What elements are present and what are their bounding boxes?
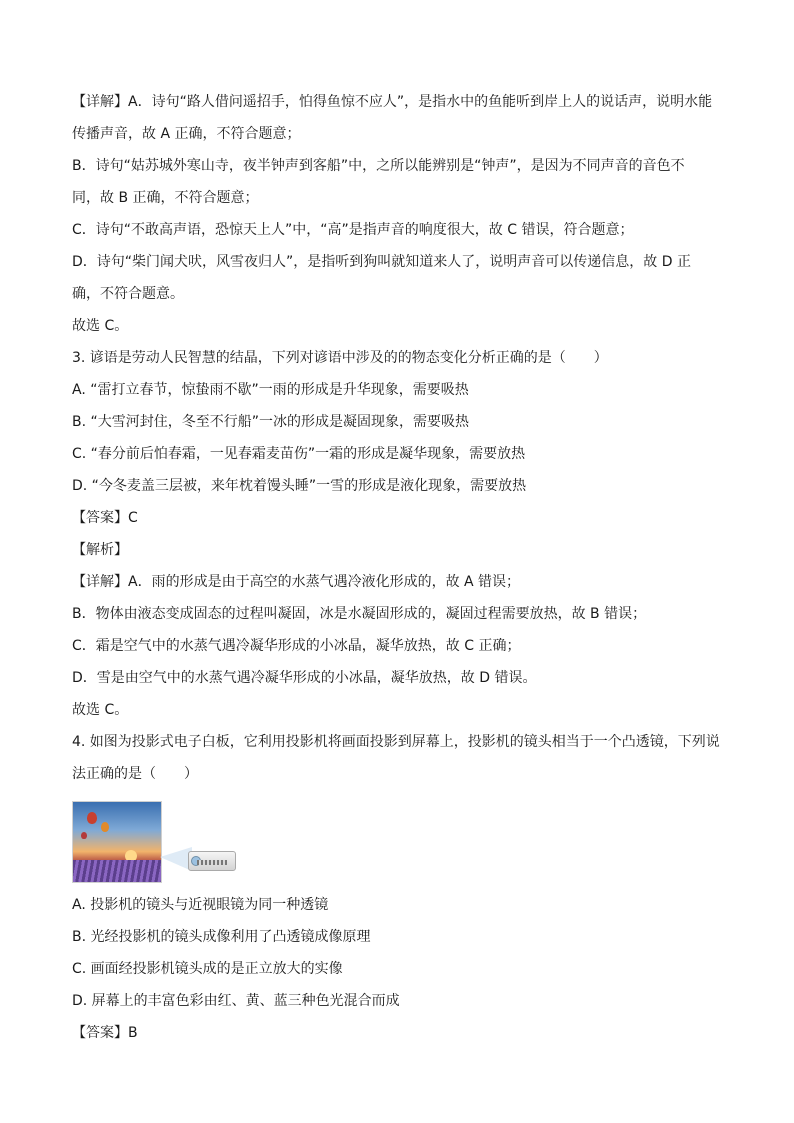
- question-4-option-d: D. 屏幕上的丰富色彩由红、黄、蓝三种色光混合而成: [72, 993, 400, 1009]
- question-3-option-a: A. “雷打立春节，惊蛰雨不歇”一雨的形成是升华现象，需要吸热: [72, 382, 469, 398]
- conclusion-line: 故选 C。: [72, 702, 129, 718]
- question-3-answer: 【答案】C: [72, 510, 138, 526]
- question-4-stem-cont: 法正确的是（ ）: [72, 766, 198, 782]
- text-line: 【详解】A．诗句“路人借问遥招手，怕得鱼惊不应人”，是指水中的鱼能听到岸上人的说话声，说明水能: [72, 94, 713, 110]
- question-3-option-c: C. “春分前后怕春霜，一见春霜麦苗伤”一霜的形成是凝华现象，需要放热: [72, 446, 526, 462]
- question-3-stem: 3. 谚语是劳动人民智慧的结晶，下列对谚语中涉及的的物态变化分析正确的是（ ）: [72, 350, 608, 366]
- text-line: B．物体由液态变成固态的过程叫凝固，冰是水凝固形成的，凝固过程需要放热，故 B 错误；: [72, 606, 647, 622]
- text-line: D．诗句“柴门闻犬吠，风雪夜归人”，是指听到狗叫就知道来人了，说明声音可以传递信息，故 D 正: [72, 254, 691, 270]
- text-line: 传播声音，故 A 正确，不符合题意；: [72, 126, 301, 142]
- text-line: 同，故 B 正确，不符合题意；: [72, 190, 259, 206]
- balloon-icon: [87, 812, 97, 824]
- projector-icon: [188, 851, 236, 871]
- lavender-field: [73, 860, 161, 882]
- lens-icon: [191, 856, 201, 866]
- text-line: D．雪是由空气中的水蒸气遇冷凝华形成的小冰晶，凝华放热，故 D 错误。: [72, 670, 537, 686]
- question-4-option-b: B. 光经投影机的镜头成像利用了凸透镜成像原理: [72, 929, 371, 945]
- question-4-option-a: A. 投影机的镜头与近视眼镜为同一种透镜: [72, 897, 329, 913]
- question-3-option-b: B. “大雪河封住，冬至不行船”一冰的形成是凝固现象，需要吸热: [72, 414, 470, 430]
- balloon-icon: [81, 832, 87, 839]
- text-line: C．霜是空气中的水蒸气遇冷凝华形成的小冰晶，凝华放热，故 C 正确；: [72, 638, 521, 654]
- conclusion-line: 故选 C。: [72, 318, 129, 334]
- text-line: 确，不符合题意。: [72, 286, 184, 302]
- text-line: 【详解】A．雨的形成是由于高空的水蒸气遇冷液化形成的，故 A 错误；: [72, 574, 521, 590]
- analysis-heading: 【解析】: [72, 542, 128, 558]
- balloon-icon: [101, 822, 109, 832]
- text-line: C．诗句“不敢高声语，恐惊天上人”中，“高”是指声音的响度很大，故 C 错误，符合题意；: [72, 222, 634, 238]
- text-line: B．诗句“姑苏城外寒山寺，夜半钟声到客船”中，之所以能辨别是“钟声”，是因为不同声音的音色不: [72, 158, 685, 174]
- question-4-answer: 【答案】B: [72, 1025, 138, 1041]
- question-3-option-d: D. “今冬麦盖三层被，来年枕着馒头睡”一雪的形成是液化现象，需要放热: [72, 478, 527, 494]
- whiteboard-screen: [72, 801, 162, 883]
- document-page: [72, 92, 724, 1043]
- question-4-option-c: C. 画面经投影机镜头成的是正立放大的实像: [72, 961, 343, 977]
- projector-whiteboard-illustration-icon: [72, 797, 242, 885]
- question-4-stem: 4. 如图为投影式电子白板，它利用投影机将画面投影到屏幕上，投影机的镜头相当于一个凸透镜，下列说: [72, 734, 720, 750]
